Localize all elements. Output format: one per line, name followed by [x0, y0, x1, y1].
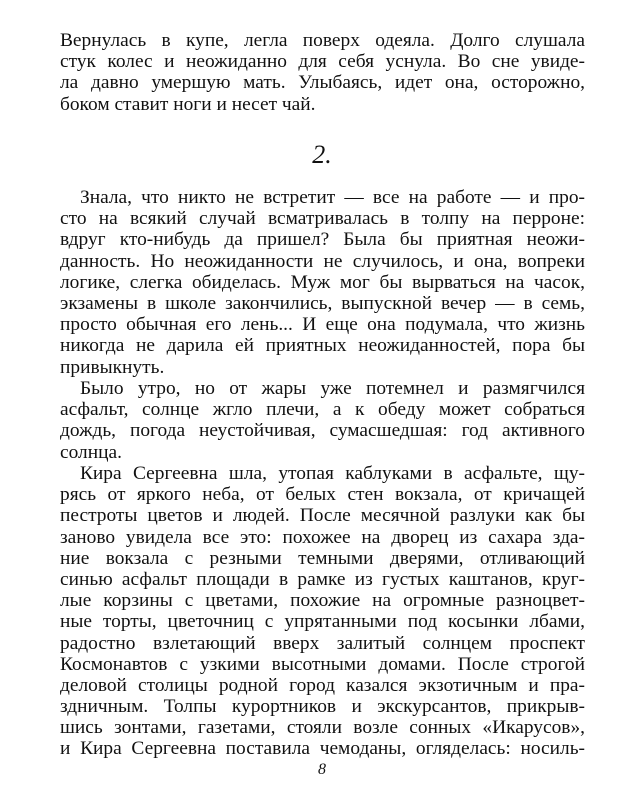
- text-line: логике, слегка обиделась. Муж мог бы вырваться на часок,: [60, 271, 585, 293]
- text-line: Знала, что никто не встретит — все на работе — и про-: [80, 187, 585, 208]
- text-line: и Кира Сергеевна поставила чемоданы, огляделась: носиль-: [60, 738, 585, 760]
- text-line: вдруг кто-нибудь да пришел? Была бы приятная неожи-: [60, 229, 585, 251]
- paragraph-3: [60, 463, 585, 760]
- text-line: просто обычная его лень... И еще она подумала, что жизнь: [60, 314, 585, 336]
- text-line: солнца.: [60, 441, 122, 463]
- text-line: ные торты, цветочниц с упрятанными под косынки лбами,: [60, 611, 585, 633]
- text-line: лые корзины с цветами, похожие на огромные разноцвет-: [60, 590, 585, 612]
- text-line: шись зонтами, газетами, стояли возле сонных «Икарусов»,: [60, 717, 585, 739]
- text-line: асфальт, солнце жгло плечи, а к обеду может собраться: [60, 399, 585, 421]
- text-line: экзамены в школе закончились, выпускной вечер — в семь,: [60, 292, 585, 314]
- text-line: рясь от яркого неба, от белых стен вокзала, от кричащей: [60, 484, 585, 506]
- text-line: сто на всякий случай всматривалась в толпу на перроне:: [60, 208, 585, 230]
- intro-paragraph: [60, 30, 585, 115]
- text-line: ние вокзала с резными темными дверями, отливающий: [60, 547, 585, 569]
- text-line: Космонавтов с узкими высотными домами. После строгой: [60, 653, 585, 675]
- text-line: Вернулась в купе, легла поверх одеяла. Долго слушала: [60, 30, 585, 51]
- text-line: Кира Сергеевна шла, утопая каблуками в асфальте, щу-: [80, 463, 585, 484]
- text-line: синью асфальт площади в рамке из густых каштанов, круг-: [60, 568, 585, 590]
- paragraph-1: [60, 187, 585, 378]
- text-line: заново увидела все это: похожее на дворец из сахара зда-: [60, 526, 585, 548]
- page-number: 8: [318, 761, 326, 778]
- text-line: Было утро, но от жары уже потемнел и размягчился: [80, 378, 585, 399]
- text-line: пестроты цветов и людей. После месячной разлуки как бы: [60, 505, 585, 527]
- text-line: боком ставит ноги и несет чай.: [60, 93, 316, 115]
- text-line: данность. Но неожиданности не случилось, и она, вопреки: [60, 250, 585, 272]
- text-line: деловой столицы родной город казался экзотичным и пра-: [60, 674, 585, 696]
- text-line: радостно взлетающий вверх залитый солнцем проспект: [60, 632, 585, 654]
- text-line: ла давно умершую мать. Улыбаясь, идет она, осторожно,: [60, 72, 585, 94]
- text-line: никогда не дарила ей приятных неожиданностей, пора бы: [60, 335, 585, 357]
- paragraph-2: [60, 378, 585, 463]
- section-heading: 2.: [312, 140, 332, 169]
- text-line: дождь, погода неустойчивая, сумасшедшая: год активного: [60, 420, 585, 442]
- text-line: стук колес и неожиданно для себя уснула. Во сне увиде-: [60, 51, 585, 73]
- text-line: привыкнуть.: [60, 356, 165, 378]
- text-line: здничным. Толпы курортников и экскурсантов, прикрыв-: [60, 696, 585, 718]
